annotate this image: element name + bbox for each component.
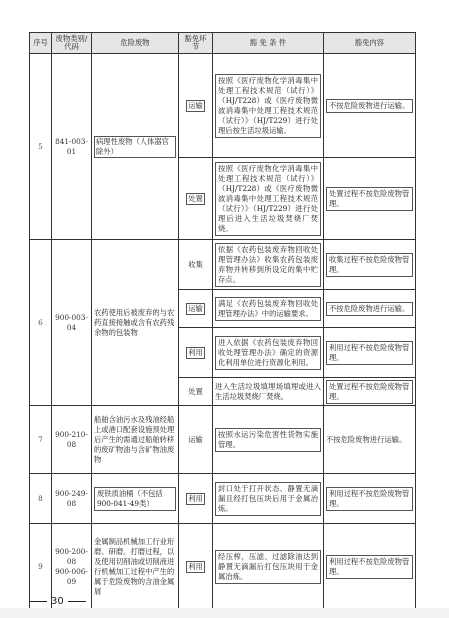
exempt-condition xyxy=(213,474,324,524)
table-row xyxy=(30,524,416,610)
exempt-stage-text: 利用 xyxy=(188,561,203,571)
footer-dash-right xyxy=(68,601,86,602)
exempt-condition-text: 按照《医疗废物化学消毒集中处理工程技术规范（试行）》（HJ/T228）或《医疗废物微波消毒集中处理工程技术规范（试行）》（HJ/T229）进行处理后进入生活垃圾焚烧厂焚烧。 xyxy=(215,162,321,236)
exempt-scope-text: 利用过程不按危险废物管理。 xyxy=(326,487,413,511)
waste-name xyxy=(92,54,179,240)
waste-name-text: 废铁质油桶（不包括900-041-49类） xyxy=(94,487,176,511)
exempt-scope xyxy=(324,54,416,158)
exempt-condition xyxy=(213,524,324,610)
waste-code: 900-210-08 xyxy=(52,406,92,474)
header-scope: 豁免内容 xyxy=(324,33,416,54)
exempt-condition xyxy=(213,54,324,158)
page-number: 30 xyxy=(51,596,64,607)
exempt-condition xyxy=(213,406,324,474)
exempt-scope-text: 收集过程不按危险废物管理。 xyxy=(326,253,413,277)
exempt-scope-text: 利用过程不按危险废物管理。 xyxy=(326,341,413,365)
exempt-condition-text: 按照《医疗废物化学消毒集中处理工程技术规范（试行）》（HJ/T228）或《医疗废物微波消毒集中处理工程技术规范（试行）》（HJ/T229）进行处理后按生活垃圾运输。 xyxy=(215,74,321,138)
exempt-stage xyxy=(179,474,213,524)
header-no: 序号 xyxy=(30,33,52,54)
waste-code-1: 900-200-08 xyxy=(55,546,88,566)
exempt-scope-text: 不按危险废物进行运输。 xyxy=(326,302,413,316)
page-footer xyxy=(29,596,86,607)
exempt-stage-text: 利用 xyxy=(188,493,203,503)
exempt-condition-text: 进入依据《农药包装废弃物回收处理管理办法》确定的资源化利用单位进行资源化利用。 xyxy=(215,336,321,370)
table-row xyxy=(30,240,416,290)
exempt-scope-text: 处置过程不按危险废物管理。 xyxy=(326,380,413,404)
exempt-scope xyxy=(324,378,416,406)
exempt-condition xyxy=(213,290,324,328)
footer-dash-left xyxy=(29,601,47,602)
exempt-scope xyxy=(324,158,416,240)
exempt-stage: 处置 xyxy=(179,378,213,406)
row-number: 7 xyxy=(30,406,52,474)
waste-name xyxy=(92,474,179,524)
exempt-scope xyxy=(324,474,416,524)
row-number: 6 xyxy=(30,240,52,406)
header-code: 废物类别/代码 xyxy=(52,33,92,54)
exempt-stage xyxy=(179,524,213,610)
row-number: 9 xyxy=(30,524,52,610)
waste-name-text: 病理性废物（人体器官除外） xyxy=(94,136,176,158)
table-header-row xyxy=(30,33,416,54)
exempt-scope-text: 利用过程不按危险废物管理。 xyxy=(326,555,413,579)
exempt-stage-text: 处置 xyxy=(188,193,203,203)
exempt-stage-text: 利用 xyxy=(188,347,203,357)
waste-code-2: 900-006-09 xyxy=(55,566,88,586)
page-bottom-strip xyxy=(0,608,449,618)
exempt-scope xyxy=(324,290,416,328)
exempt-stage-text: 运输 xyxy=(188,303,203,313)
waste-name: 船舶含油污水及残油经船上或港口配套设施预处理后产生的需通过船舶转移的废矿物油与含矿物油废物 xyxy=(92,406,179,474)
exempt-scope: 不按危险废物进行运输。 xyxy=(324,406,416,474)
exemption-table xyxy=(29,32,416,610)
exempt-stage: 运输 xyxy=(179,406,213,474)
header-cond: 豁 免 条 件 xyxy=(213,33,324,54)
waste-code: 900-249-08 xyxy=(52,474,92,524)
exempt-condition xyxy=(213,158,324,240)
exempt-condition: 进入生活垃圾填埋场填埋或进入生活垃圾焚烧厂焚烧。 xyxy=(213,378,324,406)
exempt-condition-text: 封口处于打开状态、静置无滴漏且经打包压块后用于金属冶炼。 xyxy=(215,482,321,516)
exempt-condition-text: 满足《农药包装废弃物回收处理管理办法》中的运输要求。 xyxy=(215,297,321,321)
exempt-condition-text: 按照水运污染危害性货物实施管理。 xyxy=(215,428,321,452)
exempt-stage: 收集 xyxy=(179,240,213,290)
table-row xyxy=(30,474,416,524)
waste-name: 农药使用后被废弃的与农药直接接触或含有农药残余物的包装物 xyxy=(92,240,179,406)
exempt-scope-text: 处置过程不按危险废物管理。 xyxy=(326,187,413,211)
exempt-scope xyxy=(324,524,416,610)
waste-code: 900-003-04 xyxy=(52,240,92,406)
exempt-stage xyxy=(179,54,213,158)
waste-name: 金属制品机械加工行业珩磨、研磨、打磨过程，以及使用切削油或切削液进行机械加工过程中产生的属于危险废物的含油金属屑 xyxy=(92,524,179,610)
exempt-condition-text: 依据《农药包装废弃物回收处理管理办法》收集农药包装废弃物并转移到所设定的集中贮存点。 xyxy=(215,243,321,287)
exempt-condition xyxy=(213,240,324,290)
exempt-stage xyxy=(179,158,213,240)
header-name: 危险废物 xyxy=(92,33,179,54)
table-row xyxy=(30,406,416,474)
row-number: 5 xyxy=(30,54,52,240)
table-row xyxy=(30,54,416,158)
exempt-scope xyxy=(324,240,416,290)
exempt-condition xyxy=(213,328,324,378)
exempt-scope-text: 不按危险废物进行运输。 xyxy=(326,99,413,113)
exempt-stage xyxy=(179,290,213,328)
header-stage: 豁免环节 xyxy=(179,33,213,54)
row-number: 8 xyxy=(30,474,52,524)
exempt-stage-text: 运输 xyxy=(188,100,203,110)
waste-code: 841-003-01 xyxy=(52,54,92,240)
exempt-scope xyxy=(324,328,416,378)
exempt-stage xyxy=(179,328,213,378)
exempt-condition-text: 经压榨、压滤、过滤除油达到静置无滴漏后打包压块用于金属冶炼。 xyxy=(215,550,321,584)
